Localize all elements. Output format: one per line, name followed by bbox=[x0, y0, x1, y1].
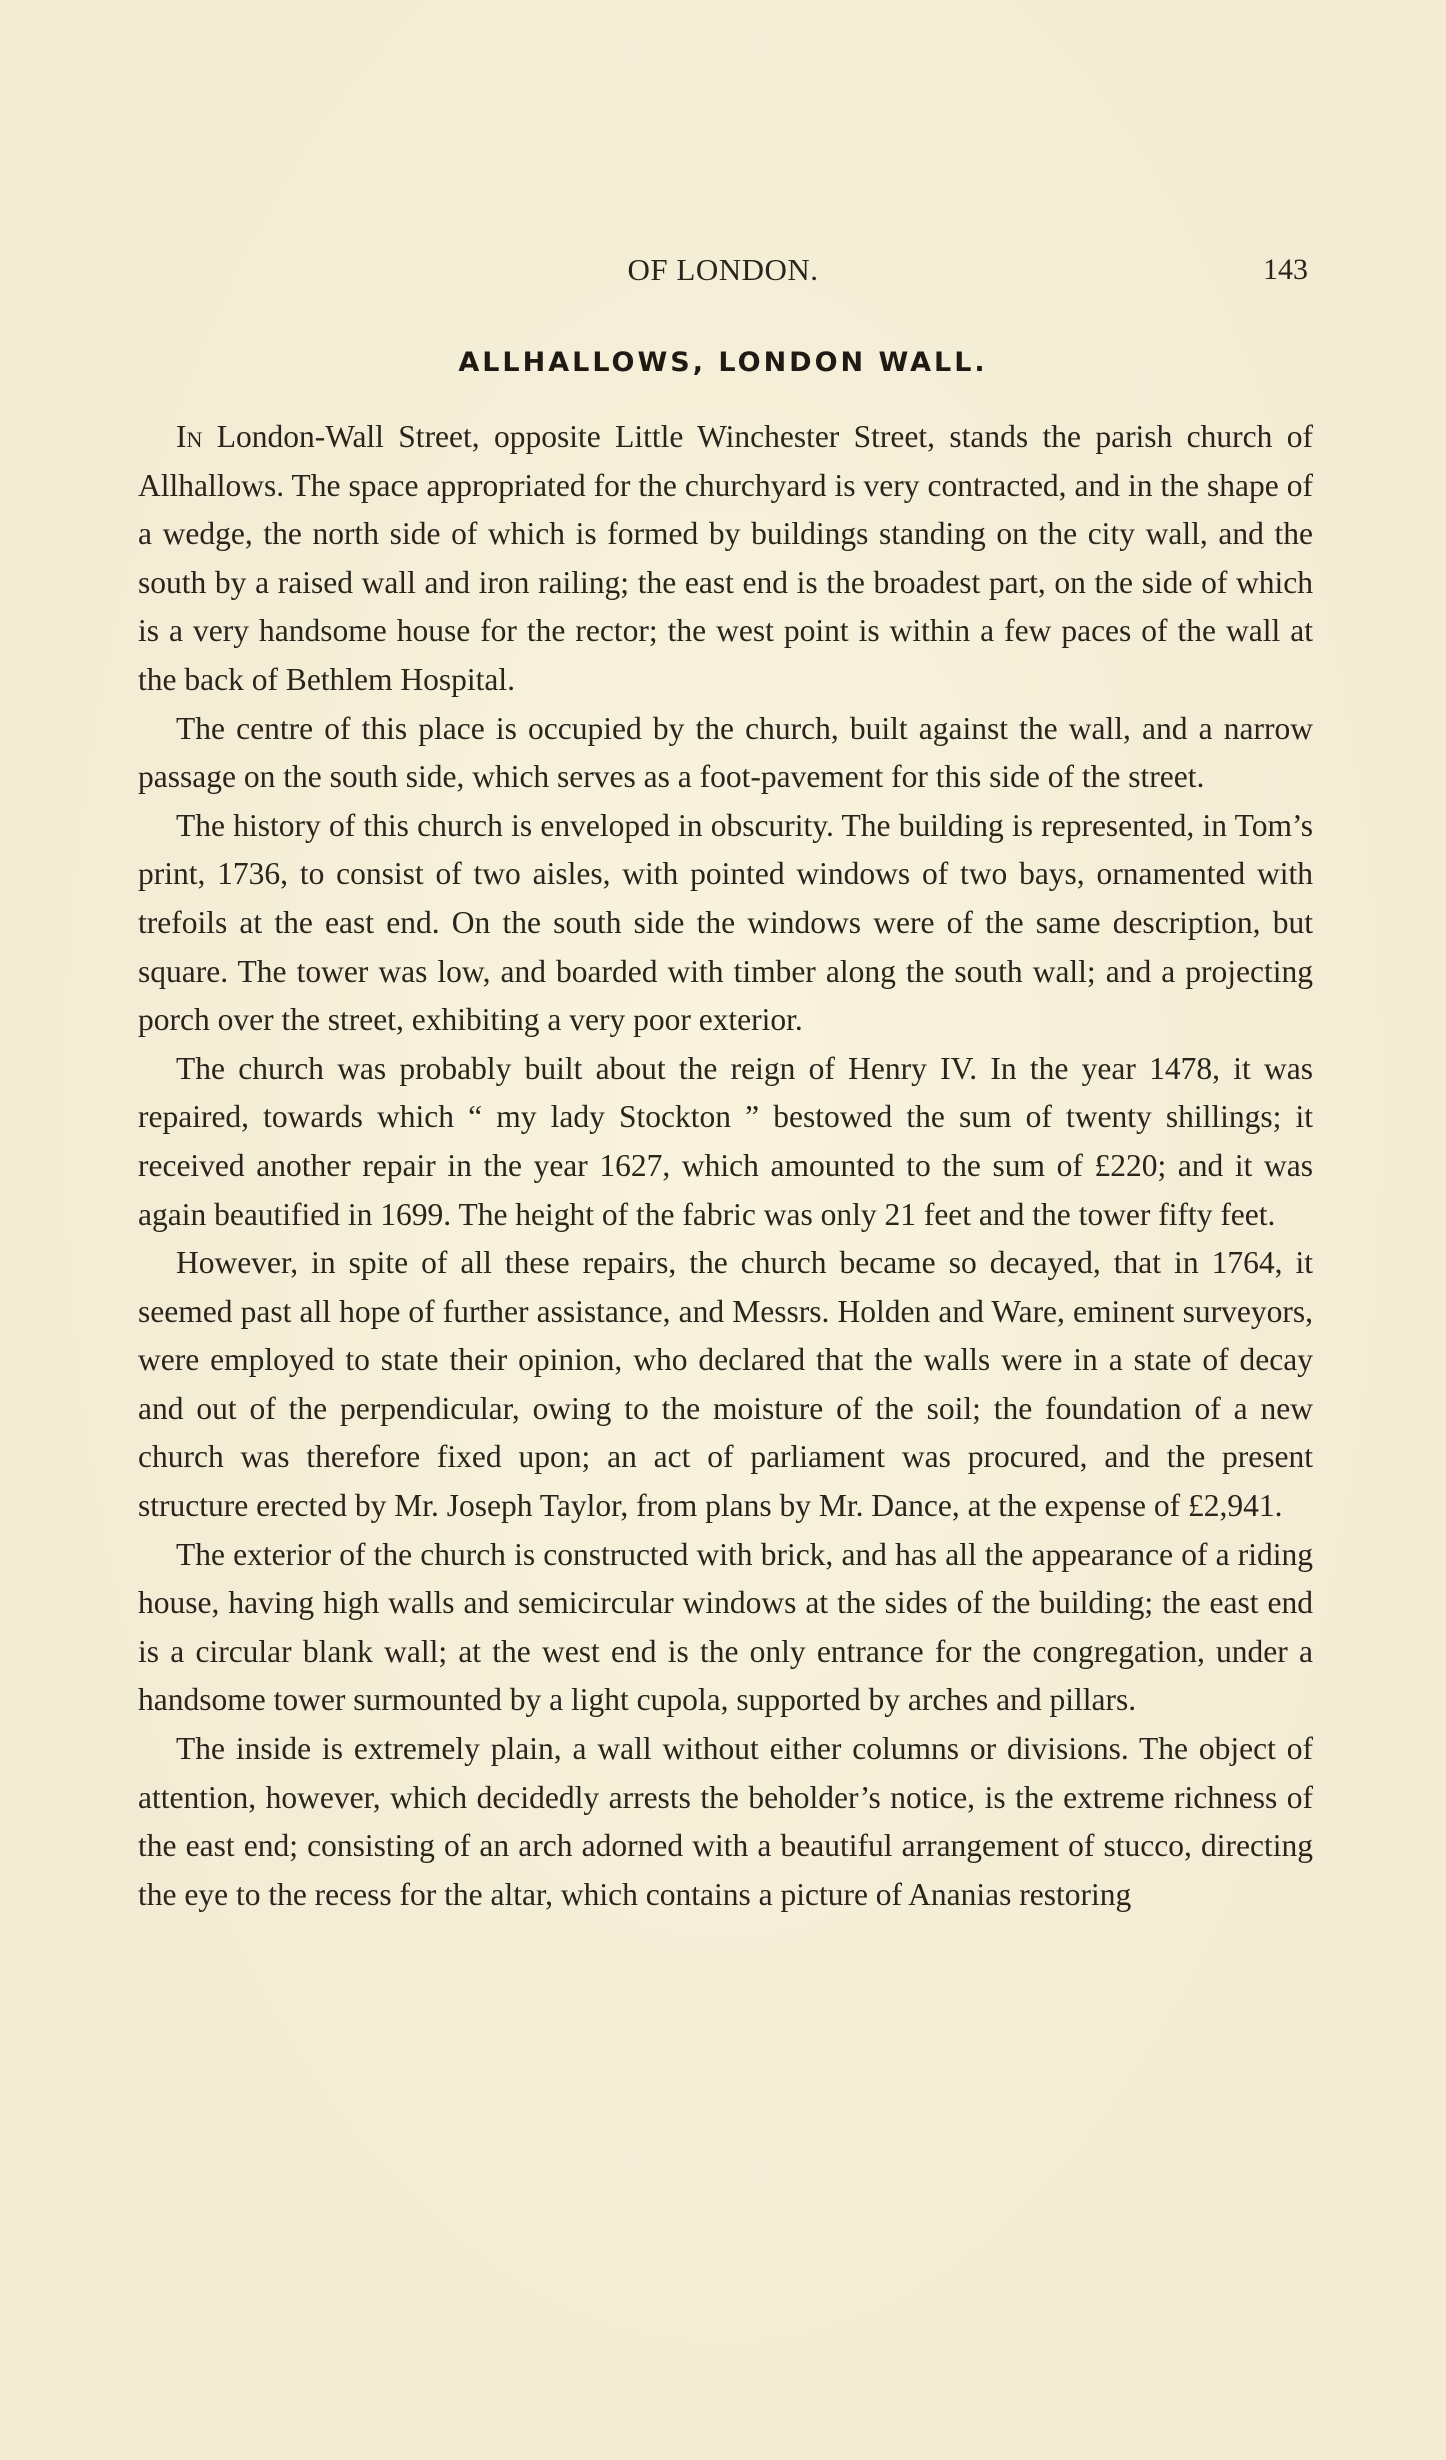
paragraph: The history of this church is enveloped in obscurity. The building is represented, in Tom’s print, 1736, to consist of two aisles, with pointed windows of two bays, ornamented with trefoils at the east end. On the south side the windows were of the same description, but square. The tower was low, and boarded with timber along the south wall; and a projecting porch over the street, exhibiting a very poor exterior. bbox=[138, 807, 1313, 1038]
page-number: 143 bbox=[1263, 253, 1308, 286]
running-title: OF LONDON. bbox=[627, 252, 819, 287]
section-heading: ALLHALLOWS, LONDON WALL. bbox=[458, 347, 988, 378]
body-text bbox=[138, 413, 1313, 1919]
paragraph bbox=[138, 413, 1313, 705]
paragraph-lead-word: In bbox=[176, 419, 203, 454]
paragraph: The exterior of the church is constructed with brick, and has all the appearance of a riding house, having high walls and semicircular windows at the sides of the building; the east end is a circular blank wall; at the west end is the only entrance for the congregation, under a handsome tower surmounted by a light cupola, supported by arches and pillars. bbox=[138, 1536, 1313, 1718]
paragraph: The inside is extremely plain, a wall without either columns or divisions. The object of attention, however, which decidedly arrests the beholder’s notice, is the extreme richness of the east end; consisting of an arch adorned with a beautiful arrangement of stucco, directing the eye to the recess for the altar, which contains a picture of Ananias restoring bbox=[138, 1731, 1313, 1912]
paragraph-text: London-Wall Street, opposite Little Winchester Street, stands the parish church of Allhallows. The space appropriated for the churchyard is very contracted, and in the shape of a wedge, the north side of which is formed by buildings standing on the city wall, and the south by a raised wall and iron railing; the east end is the broadest part, on the side of which is a very handsome house for the rector; the west point is within a few paces of the wall at the back of Bethlem Hospital. bbox=[138, 419, 1313, 697]
paragraph: The centre of this place is occupied by the church, built against the wall, and a narrow passage on the south side, which serves as a foot-pavement for this side of the street. bbox=[138, 710, 1313, 795]
paragraph: However, in spite of all these repairs, the church became so decayed, that in 1764, it seemed past all hope of further assistance, and Messrs. Holden and Ware, eminent surveyors, were employed to state their opinion, who declared that the walls were in a state of decay and out of the perpendicular, owing to the moisture of the soil; the foundation of a new church was therefore fixed upon; an act of parliament was procured, and the present structure erected by Mr. Joseph Taylor, from plans by Mr. Dance, at the expense of £2,941. bbox=[138, 1245, 1313, 1524]
paragraph: The church was probably built about the reign of Henry IV. In the year 1478, it was repaired, towards which “ my lady Stockton ” bestowed the sum of twenty shillings; it received another repair in the year 1627, which amounted to the sum of £220; and it was again beautified in 1699. The height of the fabric was only 21 feet and the tower fifty feet. bbox=[138, 1050, 1313, 1232]
running-head bbox=[138, 250, 1308, 290]
